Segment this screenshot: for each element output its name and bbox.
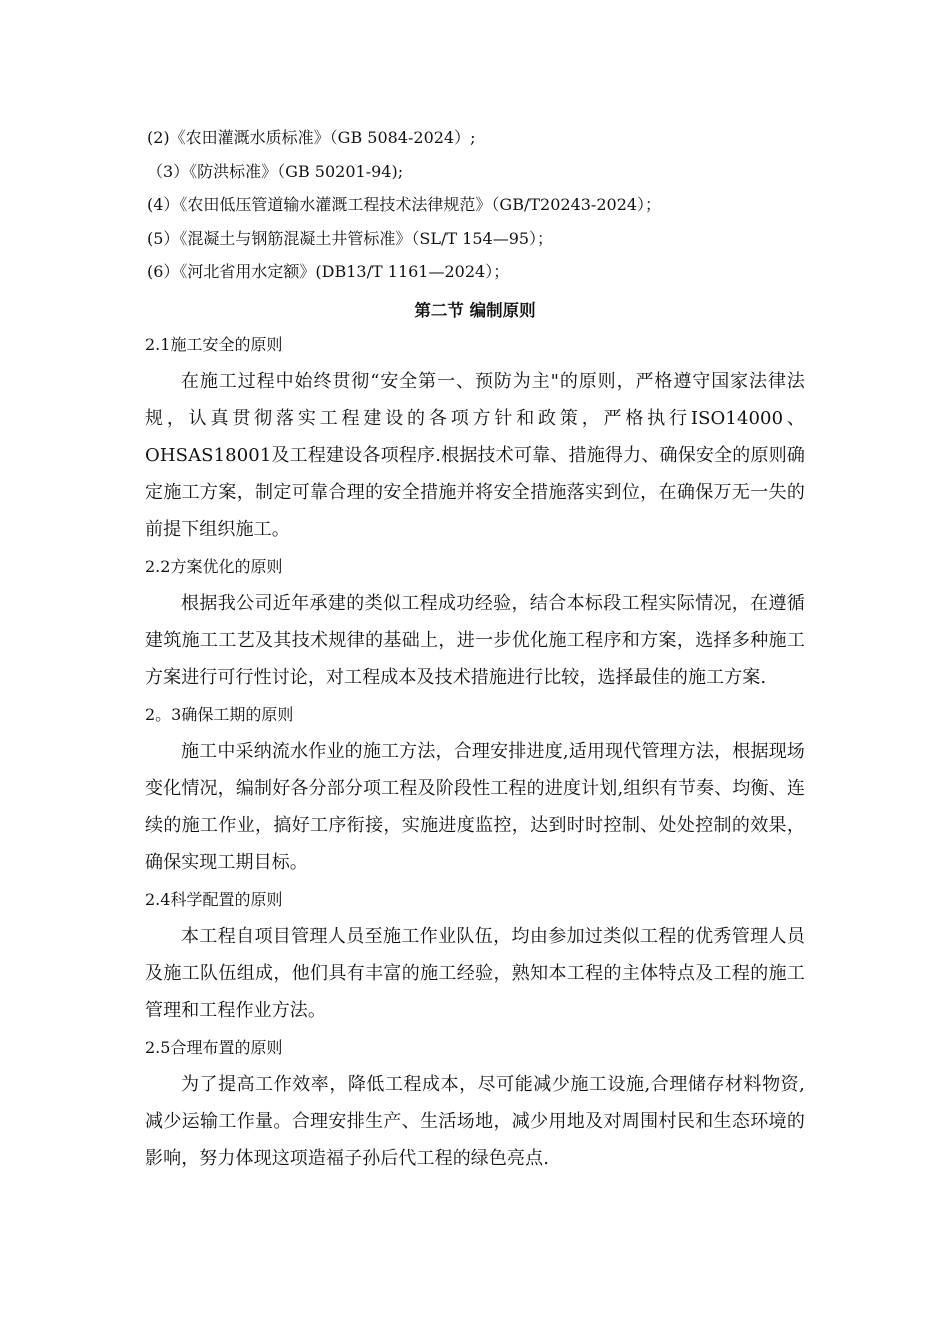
- paragraph: 本工程自项目管理人员至施工作业队伍，均由参加过类似工程的优秀管理人员及施工队伍组成，他们具有丰富的施工经验，熟知本工程的主体特点及工程的施工管理和工程作业方法。: [145, 926, 805, 1021]
- reference-item: (4）《农田低压管道输水灌溉工程技术法律规范》（GB/T20243-2024）；: [147, 195, 662, 215]
- reference-list: [147, 121, 827, 289]
- paragraph: 根据我公司近年承建的类似工程成功经验，结合本标段工程实际情况，在遵循建筑施工工艺及其技术规律的基础上，进一步优化施工程序和方案，选择多种施工方案进行可行性讨论，对工程成本及技术措施进行比较，选择最佳的施工方案.: [145, 593, 805, 688]
- subsection-heading: 2。3确保工期的原则: [145, 705, 294, 724]
- subsection-heading: 2.2方案优化的原则: [145, 557, 283, 576]
- section-title: 第二节 编制原则: [414, 301, 536, 320]
- subsection-heading: 2.5合理布置的原则: [145, 1038, 283, 1057]
- reference-item: (6）《河北省用水定额》(DB13/T 1161—2024）；: [147, 262, 510, 282]
- paragraph: 在施工过程中始终贯彻“安全第一、预防为主"的原则，严格遵守国家法律法规，认真贯彻落实工程建设的各项方针和政策，严格执行ISO14000、OHSAS18001及工程建设各项程序.根据技术可靠、措施得力、确保安全的原则确定施工方案，制定可靠合理的安全措施并将安全措施落实到位，在确保万无一失的前提下组织施工。: [145, 371, 805, 540]
- subsection-heading: 2.1施工安全的原则: [145, 335, 283, 354]
- section-body: [145, 327, 805, 1178]
- reference-item: (5）《混凝土与钢筋混凝土井管标准》（SL/T 154—95）；: [147, 228, 554, 248]
- paragraph: 为了提高工作效率，降低工程成本，尽可能减少施工设施,合理储存材料物资,减少运输工作量。合理安排生产、生活场地，减少用地及对周围村民和生态环境的影响，努力体现这项造福子孙后代工程的绿色亮点.: [145, 1074, 805, 1169]
- reference-item: (2)《农田灌溉水质标准》（GB 5084-2024）;: [147, 128, 476, 147]
- subsection-heading: 2.4科学配置的原则: [145, 890, 283, 909]
- paragraph: 施工中采纳流水作业的施工方法，合理安排进度,适用现代管理方法，根据现场变化情况，编制好各分部分项工程及阶段性工程的进度计划,组织有节奏、均衡、连续的施工作业，搞好工序衔接，实施进度监控，达到时时控制、处处控制的效果，确保实现工期目标。: [145, 741, 805, 873]
- reference-item: （3）《防洪标准》（GB 50201-94);: [147, 161, 404, 181]
